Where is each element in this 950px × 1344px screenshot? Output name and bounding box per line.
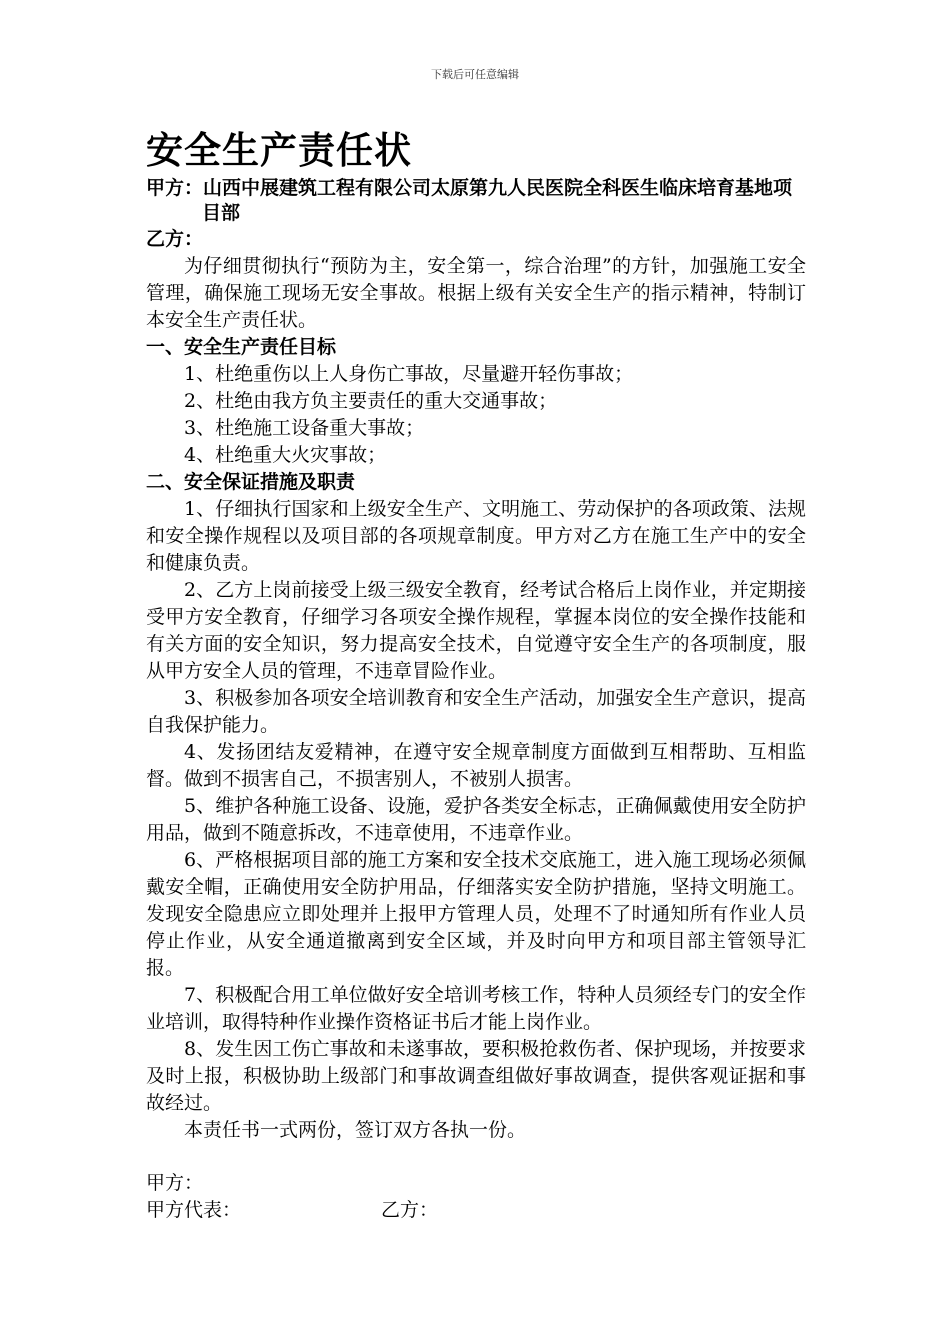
section1-item: 3、杜绝施工设备重大事故； <box>184 417 425 439</box>
signature-block <box>146 1170 806 1224</box>
section2-paragraph: 3、积极参加各项安全培训教育和安全生产活动，加强安全生产意识，提高自我保护能力。 <box>146 687 806 736</box>
section2-paragraph: 2、乙方上岗前接受上级三级安全教育，经考试合格后上岗作业，并定期接受甲方安全教育，仔细学习各项安全操作规程，掌握本岗位的安全操作技能和有关方面的安全知识，努力提高安全技术，自觉遵守安全生产的各项制度，服从甲方安全人员的管理，不违章冒险作业。 <box>146 579 806 682</box>
signature-party-a: 甲方： <box>146 1172 204 1194</box>
closing-paragraph: 本责任书一式两份，签订双方各执一份。 <box>184 1119 527 1141</box>
intro-paragraph: 为仔细贯彻执行“预防为主，安全第一，综合治理”的方针，加强施工安全管理，确保施工现场无安全事故。根据上级有关安全生产的指示精神，特制订本安全生产责任状。 <box>146 255 806 331</box>
section1-item: 4、杜绝重大火灾事故； <box>184 444 387 466</box>
section2-paragraph: 6、严格根据项目部的施工方案和安全技术交底施工，进入施工现场必须佩戴安全帽，正确使用安全防护用品，仔细落实安全防护措施，坚持文明施工。发现安全隐患应立即处理并上报甲方管理人员，处理不了时通知所有作业人员停止作业，从安全通道撤离到安全区域，并及时向甲方和项目部主管领导汇报。 <box>146 849 806 979</box>
section2-paragraph: 4、发扬团结友爱精神，在遵守安全规章制度方面做到互相帮助、互相监督。做到不损害自己，不损害别人，不被别人损害。 <box>146 741 806 790</box>
signature-row <box>146 1197 806 1224</box>
party-b-line: 乙方： <box>146 228 204 250</box>
document-body <box>146 124 806 1144</box>
signature-party-b: 乙方： <box>381 1199 439 1221</box>
header-note: 下载后可任意编辑 <box>431 68 519 81</box>
signature-party-a-rep: 甲方代表： <box>146 1199 242 1221</box>
section2-paragraph: 8、发生因工伤亡事故和未遂事故，要积极抢救伤者、保护现场，并按要求及时上报，积极协助上级部门和事故调查组做好事故调查，提供客观证据和事故经过。 <box>146 1038 806 1114</box>
party-a-line: 甲方：山西中展建筑工程有限公司太原第九人民医院全科医生临床培育基地项目部 <box>146 177 793 224</box>
section2-paragraph: 5、维护各种施工设备、设施，爱护各类安全标志，正确佩戴使用安全防护用品，做到不随意拆改，不违章使用，不违章作业。 <box>146 795 806 844</box>
section2-paragraph: 1、仔细执行国家和上级安全生产、文明施工、劳动保护的各项政策、法规和安全操作规程以及项目部的各项规章制度。甲方对乙方在施工生产中的安全和健康负责。 <box>146 498 806 574</box>
section2-heading: 二、安全保证措施及职责 <box>146 471 356 493</box>
section1-heading: 一、安全生产责任目标 <box>146 336 337 358</box>
section2-paragraph: 7、积极配合用工单位做好安全培训考核工作，特种人员须经专门的安全作业培训，取得特种作业操作资格证书后才能上岗作业。 <box>146 984 806 1033</box>
section1-item: 1、杜绝重伤以上人身伤亡事故，尽量避开轻伤事故； <box>184 363 634 385</box>
section1-item: 2、杜绝由我方负主要责任的重大交通事故； <box>184 390 558 412</box>
document-title: 安全生产责任状 <box>146 128 412 172</box>
